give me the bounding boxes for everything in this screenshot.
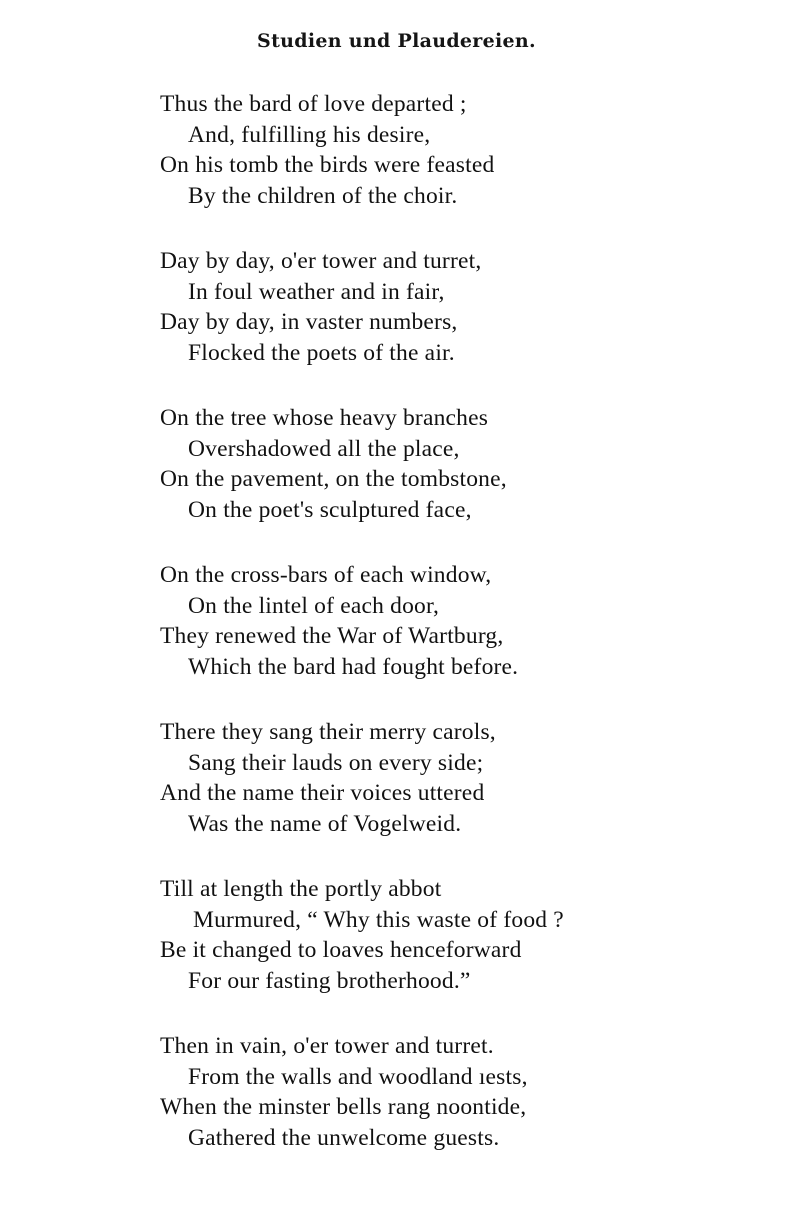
poem-line: On the cross-bars of each window, — [160, 562, 492, 588]
poem-line: On the tree whose heavy branches — [160, 405, 489, 431]
poem-line: On the pavement, on the tombstone, — [160, 466, 507, 492]
poem-line: Day by day, in vaster numbers, — [160, 309, 458, 335]
poem-line: Then in vain, o'er tower and turret. — [160, 1033, 494, 1059]
poem-line: Thus the bard of love departed ; — [160, 91, 467, 117]
poem-line: And, fulfilling his desire, — [188, 121, 431, 148]
stanza-5 — [160, 717, 760, 839]
stanza-2 — [160, 246, 760, 368]
poem-line: By the children of the choir. — [188, 182, 458, 209]
poem-line: Murmured, “ Why this waste of food ? — [193, 906, 564, 933]
stanza-6 — [160, 874, 760, 996]
poem-line: Flocked the poets of the air. — [188, 339, 455, 366]
poem-line: Day by day, o'er tower and turret, — [160, 248, 482, 274]
poem-line: When the minster bells rang noontide, — [160, 1094, 527, 1120]
poem-line: For our fasting brotherhood.” — [188, 967, 471, 994]
stanza-3 — [160, 403, 760, 525]
poem-line: On the lintel of each door, — [188, 592, 440, 619]
poem-line: There they sang their merry carols, — [160, 719, 496, 745]
poem-line: On the poet's sculptured face, — [188, 496, 472, 523]
poem-line: Be it changed to loaves henceforward — [160, 937, 522, 963]
stanza-7 — [160, 1031, 760, 1153]
poem-line: On his tomb the birds were feasted — [160, 152, 495, 178]
poem-line: And the name their voices uttered — [160, 780, 485, 806]
poem-line: They renewed the War of Wartburg, — [160, 623, 504, 649]
poem-line: In foul weather and in fair, — [188, 278, 445, 305]
stanza-4 — [160, 560, 760, 682]
poem-line: Which the bard had fought before. — [188, 653, 519, 680]
poem-line: Till at length the portly abbot — [160, 876, 442, 902]
poem-line: Was the name of Vogelweid. — [188, 810, 462, 837]
running-head-title: Studien und Plaudereien. — [257, 30, 536, 52]
poem-body — [160, 89, 760, 1188]
poem-line: Gathered the unwelcome guests. — [188, 1124, 500, 1151]
poem-line: From the walls and woodland ıests, — [188, 1063, 528, 1090]
stanza-1 — [160, 89, 760, 211]
poem-line: Overshadowed all the place, — [188, 435, 460, 462]
poem-line: Sang their lauds on every side; — [188, 749, 484, 776]
